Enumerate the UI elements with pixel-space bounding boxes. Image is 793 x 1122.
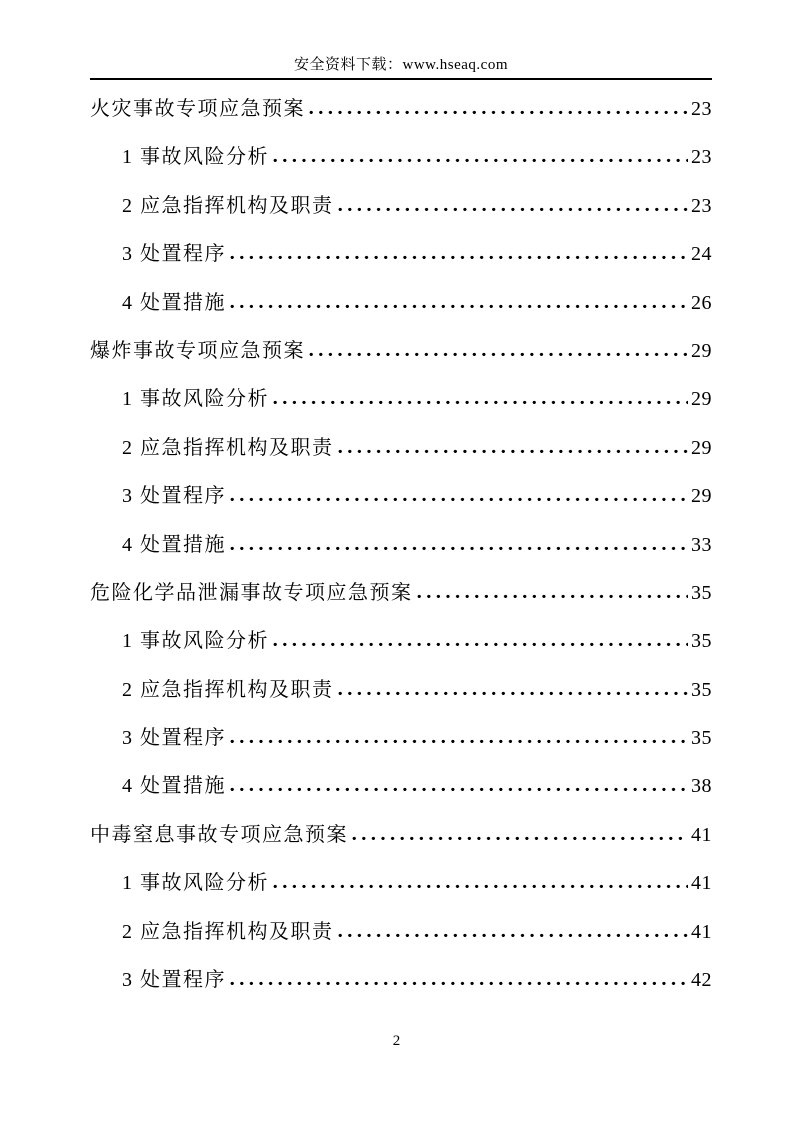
toc-dot-leader — [230, 787, 688, 792]
toc-entry[interactable] — [90, 956, 712, 1004]
toc-page-number: 23 — [691, 194, 712, 217]
toc-entry[interactable] — [90, 859, 712, 907]
toc-entry-label: 1 事故风险分析 — [122, 146, 269, 169]
toc-dot-leader — [338, 207, 689, 212]
toc-entry-label: 危险化学品泄漏事故专项应急预案 — [90, 581, 413, 604]
toc-entry[interactable] — [90, 327, 712, 375]
toc-entry-label: 3 处置程序 — [122, 485, 226, 508]
toc-entry-label: 1 事故风险分析 — [122, 872, 269, 895]
toc-entry-label: 中毒窒息事故专项应急预案 — [90, 823, 348, 846]
toc-page-number: 29 — [691, 485, 712, 508]
toc-entry[interactable] — [90, 279, 712, 327]
footer-page-number: 2 — [392, 1033, 401, 1049]
toc-entry-label: 2 应急指挥机构及职责 — [122, 920, 334, 943]
toc-entry-label: 3 处置程序 — [122, 969, 226, 992]
toc-entry-label: 2 应急指挥机构及职责 — [122, 678, 334, 701]
toc-entry-label: 4 处置措施 — [122, 775, 226, 798]
toc-dot-leader — [230, 497, 688, 502]
toc-dot-leader — [230, 981, 688, 986]
page-footer — [0, 1033, 793, 1050]
toc-entry[interactable] — [90, 569, 712, 617]
toc-entry[interactable] — [90, 762, 712, 810]
toc-entry[interactable] — [90, 521, 712, 569]
toc-dot-leader — [273, 642, 688, 647]
toc-entry-label: 3 处置程序 — [122, 243, 226, 266]
toc-dot-leader — [273, 884, 688, 889]
toc-dot-leader — [309, 110, 688, 115]
toc-page-number: 41 — [691, 872, 712, 895]
header-site-notice: 安全资料下载：www.hseaq.com — [293, 57, 508, 73]
toc-entry[interactable] — [90, 85, 712, 133]
toc-dot-leader — [230, 255, 688, 260]
toc-page-number: 41 — [691, 920, 712, 943]
toc-dot-leader — [230, 546, 688, 551]
toc-page-number: 23 — [691, 98, 712, 120]
toc-entry[interactable] — [90, 133, 712, 181]
toc-dot-leader — [230, 304, 688, 309]
toc-page-number: 29 — [691, 339, 712, 362]
toc-page-number: 33 — [691, 533, 712, 556]
toc-dot-leader — [338, 933, 689, 938]
toc-entry[interactable] — [90, 424, 712, 472]
toc-page-number: 29 — [691, 388, 712, 411]
toc-page-number: 42 — [691, 969, 712, 992]
toc-entry-label: 2 应急指挥机构及职责 — [122, 436, 334, 459]
toc-entry[interactable] — [90, 666, 712, 714]
toc-dot-leader — [352, 836, 688, 841]
toc-entry-label: 2 应急指挥机构及职责 — [122, 194, 334, 217]
toc-dot-leader — [338, 449, 689, 454]
toc-page-number: 23 — [691, 146, 712, 169]
toc-entry-label: 火灾事故专项应急预案 — [90, 98, 305, 120]
toc-dot-leader — [338, 691, 689, 696]
toc-page-number: 35 — [691, 581, 712, 604]
toc-dot-leader — [309, 352, 688, 357]
toc-entry[interactable] — [90, 811, 712, 859]
toc-entry-label: 4 处置措施 — [122, 533, 226, 556]
toc-entry-label: 1 事故风险分析 — [122, 388, 269, 411]
toc-page-number: 35 — [691, 630, 712, 653]
toc-entry[interactable] — [90, 230, 712, 278]
toc-dot-leader — [417, 594, 689, 599]
toc-entry-label: 3 处置程序 — [122, 727, 226, 750]
toc-page-number: 26 — [691, 291, 712, 314]
toc-entry[interactable] — [90, 617, 712, 665]
toc-entry[interactable] — [90, 472, 712, 520]
toc-entry-label: 4 处置措施 — [122, 291, 226, 314]
toc-dot-leader — [273, 158, 688, 163]
toc-page-number: 41 — [691, 823, 712, 846]
toc-page-number: 35 — [691, 678, 712, 701]
toc-entry[interactable] — [90, 182, 712, 230]
table-of-contents — [90, 85, 712, 1004]
toc-entry-label: 1 事故风险分析 — [122, 630, 269, 653]
toc-page-number: 24 — [691, 243, 712, 266]
toc-dot-leader — [273, 400, 688, 405]
toc-entry[interactable] — [90, 714, 712, 762]
header-divider — [90, 78, 712, 80]
toc-entry[interactable] — [90, 908, 712, 956]
toc-page-number: 38 — [691, 775, 712, 798]
toc-entry-label: 爆炸事故专项应急预案 — [90, 339, 305, 362]
page-header — [90, 0, 712, 80]
toc-entry[interactable] — [90, 375, 712, 423]
toc-page-number: 35 — [691, 727, 712, 750]
toc-dot-leader — [230, 739, 688, 744]
toc-page-number: 29 — [691, 436, 712, 459]
